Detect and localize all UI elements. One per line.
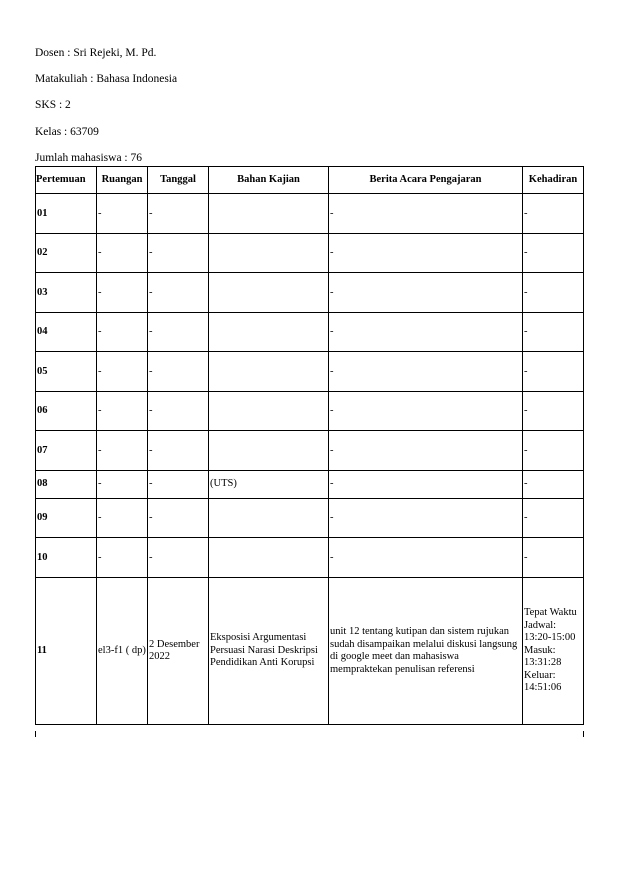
cell-bahan-kajian: (UTS)	[209, 471, 329, 499]
student-count-info: Jumlah mahasiswa : 76	[35, 152, 142, 164]
cell-tanggal: 2 Desember 2022	[148, 578, 209, 725]
cell-ruangan: -	[97, 431, 148, 471]
cell-bahan-kajian	[209, 499, 329, 539]
cell-pertemuan: 11	[35, 578, 97, 725]
cell-bahan-kajian	[209, 194, 329, 234]
table-row	[35, 471, 584, 499]
cell-berita-acara: -	[329, 471, 523, 499]
cell-bahan-kajian	[209, 431, 329, 471]
cell-bahan-kajian: Eksposisi Argumentasi Persuasi Narasi Deskripsi Pendidikan Anti Korupsi	[209, 578, 329, 725]
cell-ruangan: -	[97, 194, 148, 234]
table-header-row	[35, 166, 584, 194]
credits-info: SKS : 2	[35, 99, 71, 111]
cell-pertemuan: 06	[35, 392, 97, 432]
cell-tanggal: -	[148, 392, 209, 432]
cell-kehadiran: -	[523, 392, 584, 432]
column-header-bahan-kajian: Bahan Kajian	[209, 166, 329, 194]
cell-kehadiran: -	[523, 194, 584, 234]
cell-kehadiran: -	[523, 471, 584, 499]
cell-pertemuan: 07	[35, 431, 97, 471]
cell-tanggal: -	[148, 234, 209, 274]
cell-tanggal: -	[148, 538, 209, 578]
attendance-table	[35, 166, 584, 725]
cell-tanggal: -	[148, 431, 209, 471]
cell-tanggal: -	[148, 194, 209, 234]
table-row	[35, 538, 584, 578]
cell-berita-acara: -	[329, 392, 523, 432]
cell-tanggal: -	[148, 313, 209, 353]
cell-ruangan: -	[97, 499, 148, 539]
cell-ruangan: -	[97, 392, 148, 432]
table-row	[35, 352, 584, 392]
table-row	[35, 313, 584, 353]
cell-ruangan: el3-f1 ( dp)	[97, 578, 148, 725]
cell-berita-acara: -	[329, 431, 523, 471]
cell-berita-acara: unit 12 tentang kutipan dan sistem rujukan sudah disampaikan melalui diskusi langsung di google meet dan mahasiswa mempraktekan penulisan referensi	[329, 578, 523, 725]
cell-tanggal: -	[148, 352, 209, 392]
cell-kehadiran: -	[523, 313, 584, 353]
cell-berita-acara: -	[329, 352, 523, 392]
column-header-tanggal: Tanggal	[148, 166, 209, 194]
table-row	[35, 194, 584, 234]
cell-bahan-kajian	[209, 538, 329, 578]
column-header-ruangan: Ruangan	[97, 166, 148, 194]
cell-pertemuan: 05	[35, 352, 97, 392]
cell-bahan-kajian	[209, 234, 329, 274]
cell-kehadiran: -	[523, 499, 584, 539]
cell-tanggal: -	[148, 499, 209, 539]
table-edge-left	[35, 731, 36, 737]
table-row	[35, 499, 584, 539]
cell-berita-acara: -	[329, 538, 523, 578]
cell-pertemuan: 02	[35, 234, 97, 274]
cell-ruangan: -	[97, 313, 148, 353]
cell-pertemuan: 01	[35, 194, 97, 234]
cell-tanggal: -	[148, 273, 209, 313]
cell-ruangan: -	[97, 234, 148, 274]
cell-berita-acara: -	[329, 234, 523, 274]
cell-ruangan: -	[97, 471, 148, 499]
column-header-pertemuan: Pertemuan	[35, 166, 97, 194]
cell-kehadiran: -	[523, 273, 584, 313]
cell-tanggal: -	[148, 471, 209, 499]
table-row	[35, 234, 584, 274]
table-row	[35, 431, 584, 471]
cell-ruangan: -	[97, 273, 148, 313]
cell-pertemuan: 10	[35, 538, 97, 578]
cell-kehadiran: -	[523, 431, 584, 471]
table-row	[35, 273, 584, 313]
cell-pertemuan: 03	[35, 273, 97, 313]
cell-berita-acara: -	[329, 313, 523, 353]
course-info: Matakuliah : Bahasa Indonesia	[35, 73, 178, 85]
cell-kehadiran: -	[523, 234, 584, 274]
cell-bahan-kajian	[209, 392, 329, 432]
cell-kehadiran: -	[523, 538, 584, 578]
cell-pertemuan: 09	[35, 499, 97, 539]
cell-kehadiran: Tepat Waktu Jadwal: 13:20-15:00 Masuk: 13:31:28 Keluar: 14:51:06	[523, 578, 584, 725]
table-edge-right	[583, 731, 584, 737]
column-header-kehadiran: Kehadiran	[523, 166, 584, 194]
cell-ruangan: -	[97, 538, 148, 578]
cell-berita-acara: -	[329, 194, 523, 234]
cell-berita-acara: -	[329, 273, 523, 313]
class-info: Kelas : 63709	[35, 126, 99, 138]
cell-bahan-kajian	[209, 313, 329, 353]
column-header-berita-acara: Berita Acara Pengajaran	[329, 166, 523, 194]
lecturer-info: Dosen : Sri Rejeki, M. Pd.	[35, 47, 157, 59]
cell-bahan-kajian	[209, 273, 329, 313]
table-row	[35, 392, 584, 432]
cell-kehadiran: -	[523, 352, 584, 392]
cell-berita-acara: -	[329, 499, 523, 539]
cell-pertemuan: 08	[35, 471, 97, 499]
table-continuation	[35, 731, 584, 737]
cell-ruangan: -	[97, 352, 148, 392]
cell-bahan-kajian	[209, 352, 329, 392]
table-row	[35, 578, 584, 725]
cell-pertemuan: 04	[35, 313, 97, 353]
